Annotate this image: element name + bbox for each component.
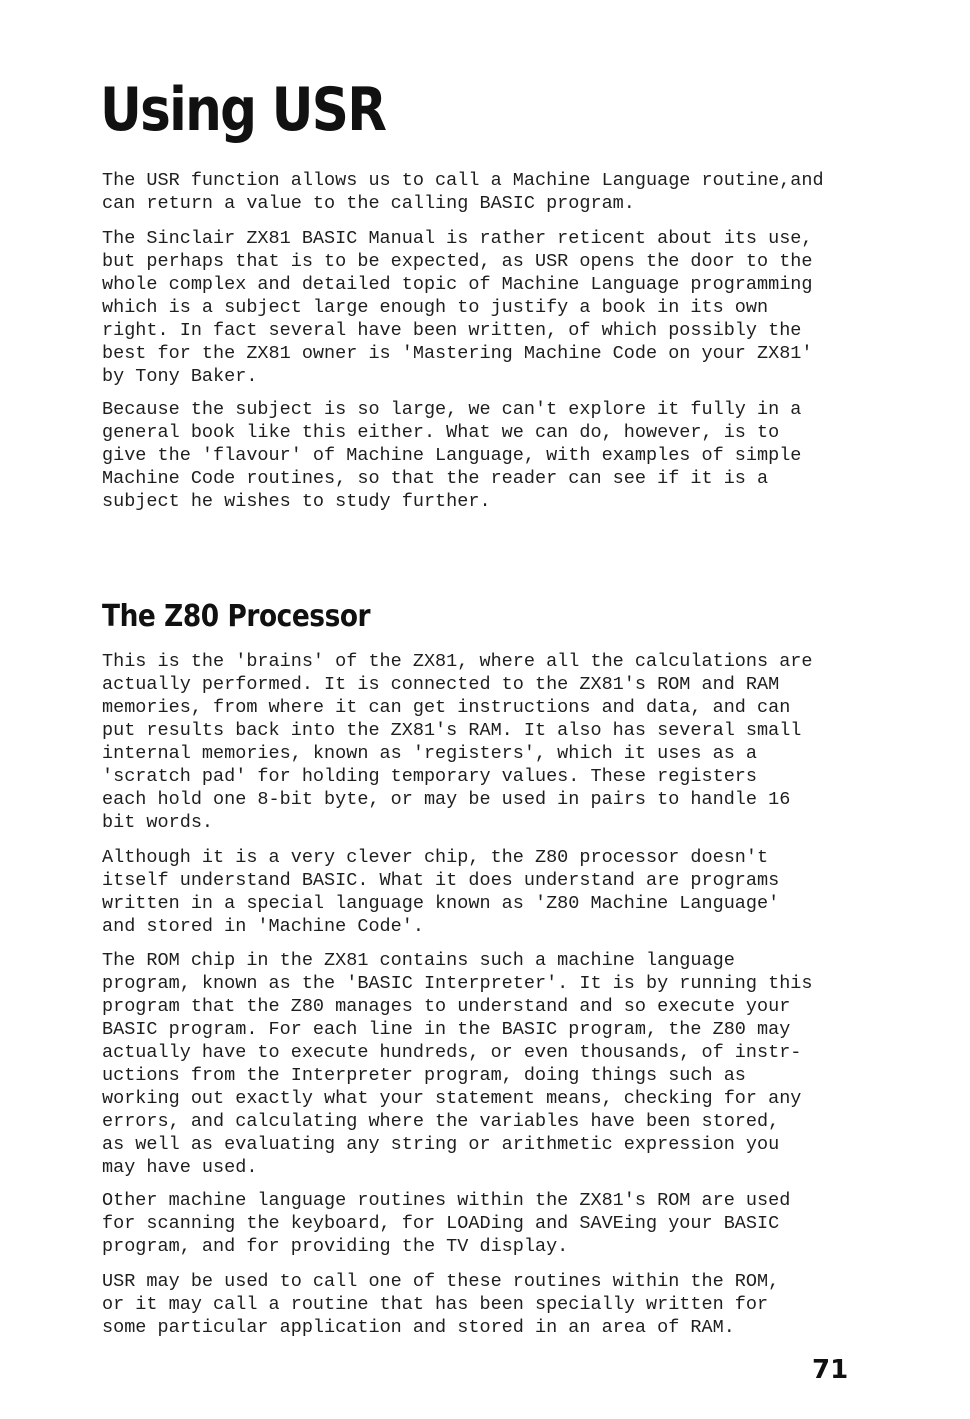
section-paragraph-4: Other machine language routines within the ZX81's ROM are used for scanning the keyboard, for LOADing and SAVEing your BASIC program, and for providing the TV display.: [102, 1190, 791, 1257]
section-paragraph-5: USR may be used to call one of these routines within the ROM, or it may call a routine that has been specially written for some particular application and stored in an area of RAM.: [102, 1271, 780, 1338]
intro-paragraph-1: The USR function allows us to call a Machine Language routine,and can return a value to the calling BASIC program.: [102, 170, 824, 214]
page-number: 71: [812, 1355, 849, 1385]
section-heading: The Z80 Processor: [102, 599, 371, 634]
section-paragraph-1: This is the 'brains' of the ZX81, where all the calculations are actually performed. It is connected to the ZX81's ROM and RAM memories, from where it can get instructions and data, and can put results back into the ZX81's RAM. It also has several small internal memories, known as 'registers', which it uses as a 'scratch pad' for holding temporary values. These registers each hold one 8-bit byte, or may be used in pairs to handle 16 bit words.: [102, 651, 813, 833]
intro-paragraph-3: Because the subject is so large, we can't explore it fully in a general book like this either. What we can do, however, is to give the 'flavour' of Machine Language, with examples of simple Machine Code routines, so that the reader can see if it is a subject he wishes to study further.: [102, 399, 802, 512]
section-paragraph-3: The ROM chip in the ZX81 contains such a machine language program, known as the 'BASIC Interpreter'. It is by running this program that the Z80 manages to understand and so execute your BASIC program. For each line in the BASIC program, the Z80 may actually have to execute hundreds, or even thousands, of instr- uctions from the Interpreter program, doing things such as working out exactly what your statement means, checking for any errors, and calculating where the variables have been stored, as well as evaluating any string or arithmetic expression you may have used.: [102, 950, 813, 1178]
intro-paragraph-2: The Sinclair ZX81 BASIC Manual is rather reticent about its use, but perhaps that is to be expected, as USR opens the door to the whole complex and detailed topic of Machine Language programming which is a subject large enough to justify a book in its own right. In fact several have been written, of which possibly the best for the ZX81 owner is 'Mastering Machine Code on your ZX81' by Tony Baker.: [102, 228, 813, 387]
page-title: Using USR: [100, 75, 386, 145]
section-paragraph-2: Although it is a very clever chip, the Z80 processor doesn't itself understand BASIC. What it does understand are programs written in a special language known as 'Z80 Machine Language' and stored in 'Machine Code'.: [102, 847, 780, 937]
